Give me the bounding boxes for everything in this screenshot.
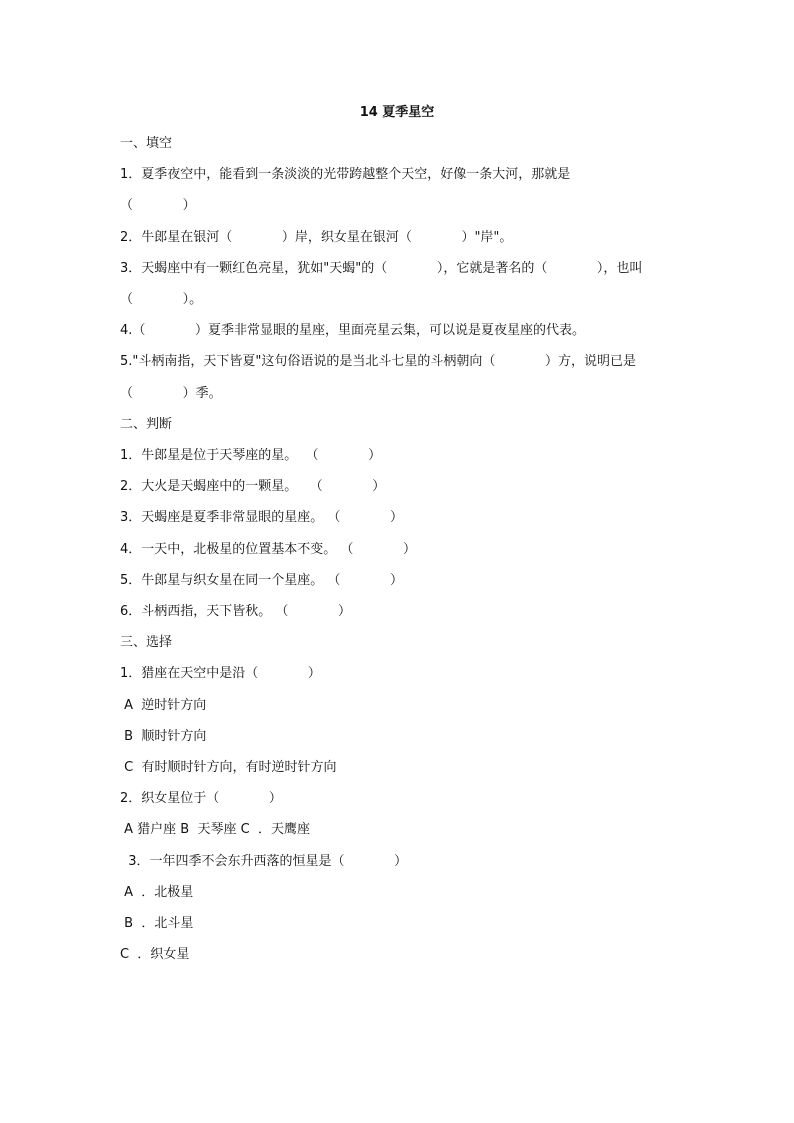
- fill-question-5-line-1: 5."斗柄南指，天下皆夏"这句俗语说的是当北斗七星的斗柄朝向（ ）方，说明已是: [120, 354, 636, 369]
- judge-question-6: 6．斗柄西指，天下皆秋。 （ ）: [120, 604, 351, 619]
- page-title: 14 夏季星空: [359, 105, 435, 120]
- fill-question-2: 2．牛郎星在银河（ ）岸，织女星在银河（ ）"岸"。: [120, 230, 513, 245]
- choice-question-3-option-a: A ．北极星: [120, 885, 194, 900]
- judge-question-5: 5．牛郎星与织女星在同一个星座。 （ ）: [120, 573, 403, 588]
- choice-question-3: 3．一年四季不会东升西落的恒星是（ ）: [120, 854, 408, 869]
- choice-question-1-option-b: B 顺时针方向: [120, 729, 207, 744]
- choice-question-2: 2．织女星位于（ ）: [120, 791, 282, 806]
- fill-question-3-line-2: （ ）。: [120, 292, 203, 307]
- judge-question-3: 3．天蝎座是夏季非常显眼的星座。 （ ）: [120, 510, 403, 525]
- fill-question-1-line-2: （ ）: [120, 198, 196, 213]
- choice-question-3-option-b: B ．北斗星: [120, 916, 194, 931]
- section-heading-choice: 三、选择: [120, 635, 173, 650]
- fill-question-3-line-1: 3．天蝎座中有一颗红色亮星，犹如"天蝎"的（ ），它就是著名的（ ），也叫: [120, 261, 643, 276]
- choice-question-3-option-c: C ．织女星: [120, 947, 190, 962]
- judge-question-4: 4．一天中，北极星的位置基本不变。 （ ）: [120, 542, 416, 557]
- choice-question-1-option-c: C 有时顺时针方向，有时逆时针方向: [120, 760, 337, 775]
- choice-question-1: 1．猎座在天空中是沿（ ）: [120, 666, 321, 681]
- fill-question-5-line-2: （ ）季。: [120, 386, 222, 401]
- section-heading-judge: 二、判断: [120, 417, 173, 432]
- choice-question-2-options: A 猎户座 B 天琴座 C ．天鹰座: [120, 822, 310, 837]
- choice-question-1-option-a: A 逆时针方向: [120, 698, 207, 713]
- fill-question-4: 4.（ ）夏季非常显眼的星座，里面亮星云集，可以说是夏夜星座的代表。: [120, 323, 585, 338]
- judge-question-2: 2．大火是天蝎座中的一颗星。 （ ）: [120, 479, 386, 494]
- section-heading-fill: 一、填空: [120, 136, 173, 151]
- fill-question-1-line-1: 1．夏季夜空中，能看到一条淡淡的光带跨越整个天空，好像一条大河，那就是: [120, 167, 571, 182]
- judge-question-1: 1．牛郎星是位于天琴座的星。 （ ）: [120, 448, 382, 463]
